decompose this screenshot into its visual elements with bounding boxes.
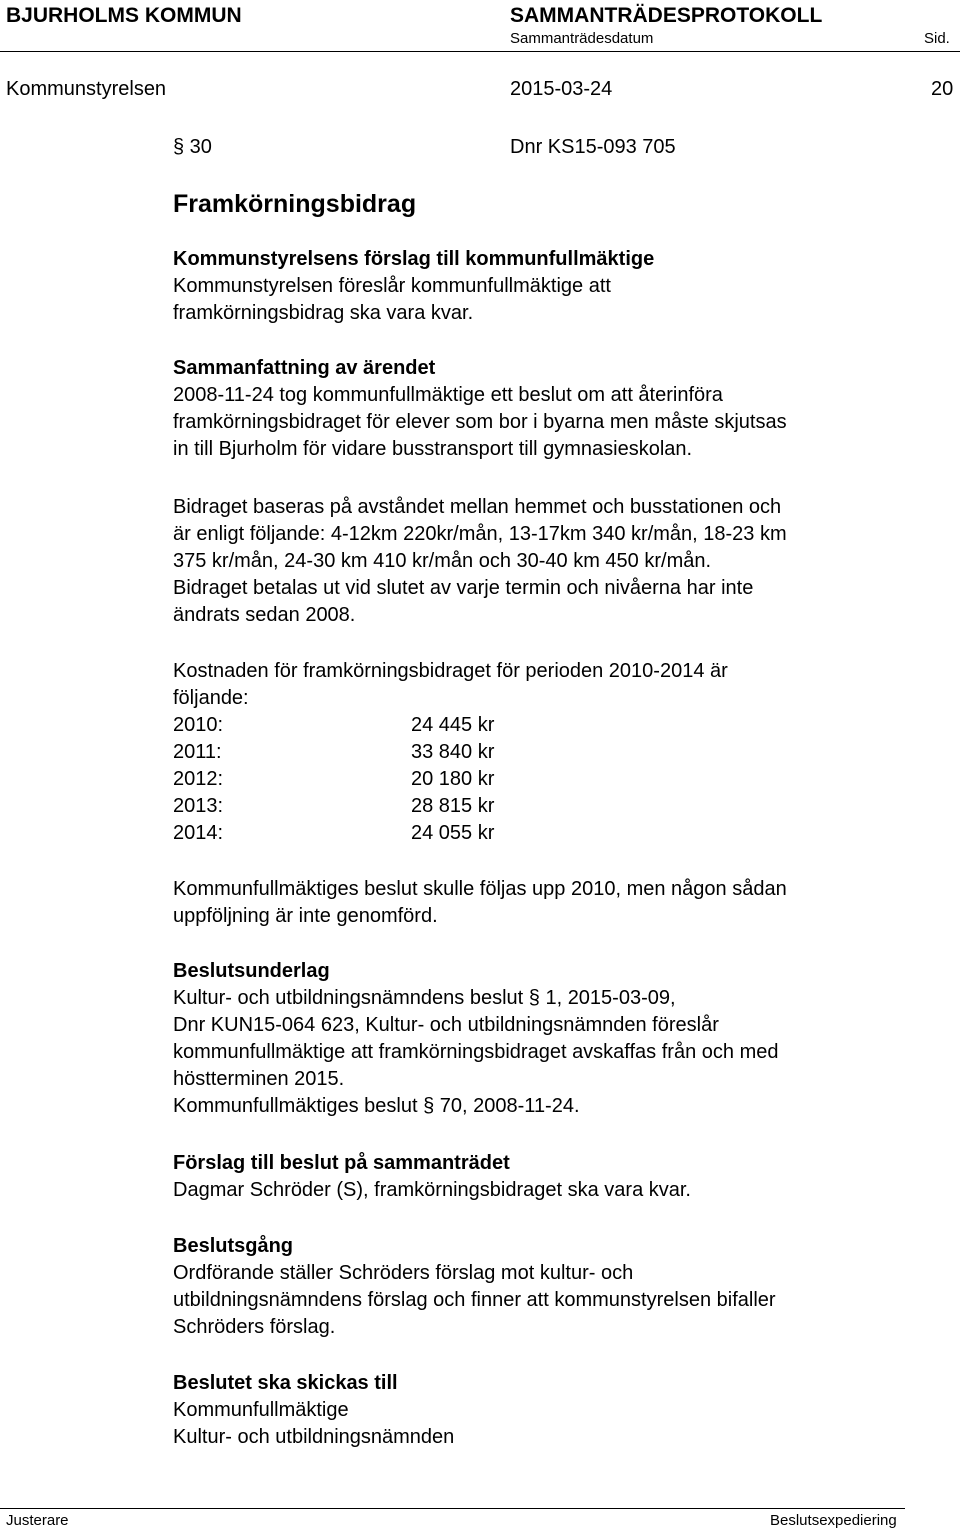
summary-p2-line: Bidraget betalas ut vid slutet av varje termin och nivåerna har inte [173, 577, 754, 599]
org-name: BJURHOLMS KOMMUN [6, 4, 242, 27]
motion-section [173, 1150, 933, 1204]
page-label: Sid. [924, 30, 950, 47]
summary-p3 [173, 658, 933, 847]
cost-amount: 20 180 kr [411, 768, 495, 790]
motion-heading: Förslag till beslut på sammanträdet [173, 1152, 510, 1174]
proposal-heading: Kommunstyrelsens förslag till kommunfullmäktige [173, 248, 655, 270]
summary-p2-line: ändrats sedan 2008. [173, 604, 356, 626]
recipients-heading: Beslutet ska skickas till [173, 1372, 398, 1394]
summary-section [173, 355, 933, 463]
cost-year: 2014: [173, 822, 224, 844]
recipients-section [173, 1370, 933, 1451]
process-heading: Beslutsgång [173, 1235, 294, 1257]
summary-p4 [173, 876, 933, 930]
motion-line: Dagmar Schröder (S), framkörningsbidraget ska vara kvar. [173, 1179, 691, 1201]
summary-p1-line: framkörningsbidraget för elever som bor i byarna men måste skjutsas [173, 411, 787, 433]
recipient-line: Kultur- och utbildningsnämnden [173, 1426, 455, 1448]
recipient-line: Kommunfullmäktige [173, 1399, 349, 1421]
process-line: Schröders förslag. [173, 1316, 336, 1338]
process-line: utbildningsnämndens förslag och finner att kommunstyrelsen bifaller [173, 1289, 776, 1311]
summary-p2 [173, 494, 933, 629]
basis-line: Kommunfullmäktiges beslut § 70, 2008-11-24. [173, 1095, 580, 1117]
summary-p3-line: följande: [173, 687, 249, 709]
summary-p2-line: Bidraget baseras på avståndet mellan hemmet och busstationen och [173, 496, 782, 518]
cost-row [173, 820, 933, 847]
summary-p1-line: 2008-11-24 tog kommunfullmäktige ett beslut om att återinföra [173, 384, 723, 406]
cost-year: 2013: [173, 795, 224, 817]
summary-heading: Sammanfattning av ärendet [173, 357, 436, 379]
cost-row [173, 766, 933, 793]
cost-row [173, 793, 933, 820]
cost-row [173, 739, 933, 766]
basis-heading: Beslutsunderlag [173, 960, 330, 982]
footer-rule [0, 1508, 905, 1509]
cost-row [173, 712, 933, 739]
basis-line: Kultur- och utbildningsnämndens beslut § 1, 2015-03-09, [173, 987, 676, 1009]
item-title: Framkörningsbidrag [173, 190, 417, 218]
summary-p2-line: 375 kr/mån, 24-30 km 410 kr/mån och 30-40 km 450 kr/mån. [173, 550, 712, 572]
cost-amount: 24 445 kr [411, 714, 495, 736]
proposal-section [173, 246, 933, 327]
cost-year: 2011: [173, 741, 222, 763]
summary-p4-line: uppföljning är inte genomförd. [173, 905, 438, 927]
item-number: § 30 [173, 136, 212, 158]
cost-amount: 28 815 kr [411, 795, 495, 817]
summary-p4-line: Kommunfullmäktiges beslut skulle följas upp 2010, men någon sådan [173, 878, 787, 900]
process-line: Ordförande ställer Schröders förslag mot kultur- och [173, 1262, 634, 1284]
cost-year: 2010: [173, 714, 224, 736]
header-rule [0, 51, 960, 52]
footer-dispatch-label: Beslutsexpediering [770, 1512, 897, 1529]
process-section [173, 1233, 933, 1341]
document-type: SAMMANTRÄDESPROTOKOLL [510, 4, 823, 27]
meeting-body: Kommunstyrelsen [6, 78, 167, 100]
footer-signer-label: Justerare [6, 1512, 69, 1529]
cost-amount: 33 840 kr [411, 741, 495, 763]
basis-line: höstterminen 2015. [173, 1068, 345, 1090]
summary-p1-line: in till Bjurholm för vidare busstransport till gymnasieskolan. [173, 438, 693, 460]
summary-p3-line: Kostnaden för framkörningsbidraget för perioden 2010-2014 är [173, 660, 728, 682]
meeting-date: 2015-03-24 [510, 78, 613, 100]
basis-section [173, 958, 933, 1120]
date-label: Sammanträdesdatum [510, 30, 654, 47]
page-number: 20 [931, 78, 954, 100]
basis-line: Dnr KUN15-064 623, Kultur- och utbildningsnämnden föreslår [173, 1014, 719, 1036]
cost-year: 2012: [173, 768, 224, 790]
proposal-line: Kommunstyrelsen föreslår kommunfullmäktige att [173, 275, 611, 297]
cost-amount: 24 055 kr [411, 822, 495, 844]
summary-p2-line: är enligt följande: 4-12km 220kr/mån, 13-17km 340 kr/mån, 18-23 km [173, 523, 787, 545]
item-dnr: Dnr KS15-093 705 [510, 136, 676, 158]
proposal-line: framkörningsbidrag ska vara kvar. [173, 302, 474, 324]
basis-line: kommunfullmäktige att framkörningsbidraget avskaffas från och med [173, 1041, 779, 1063]
